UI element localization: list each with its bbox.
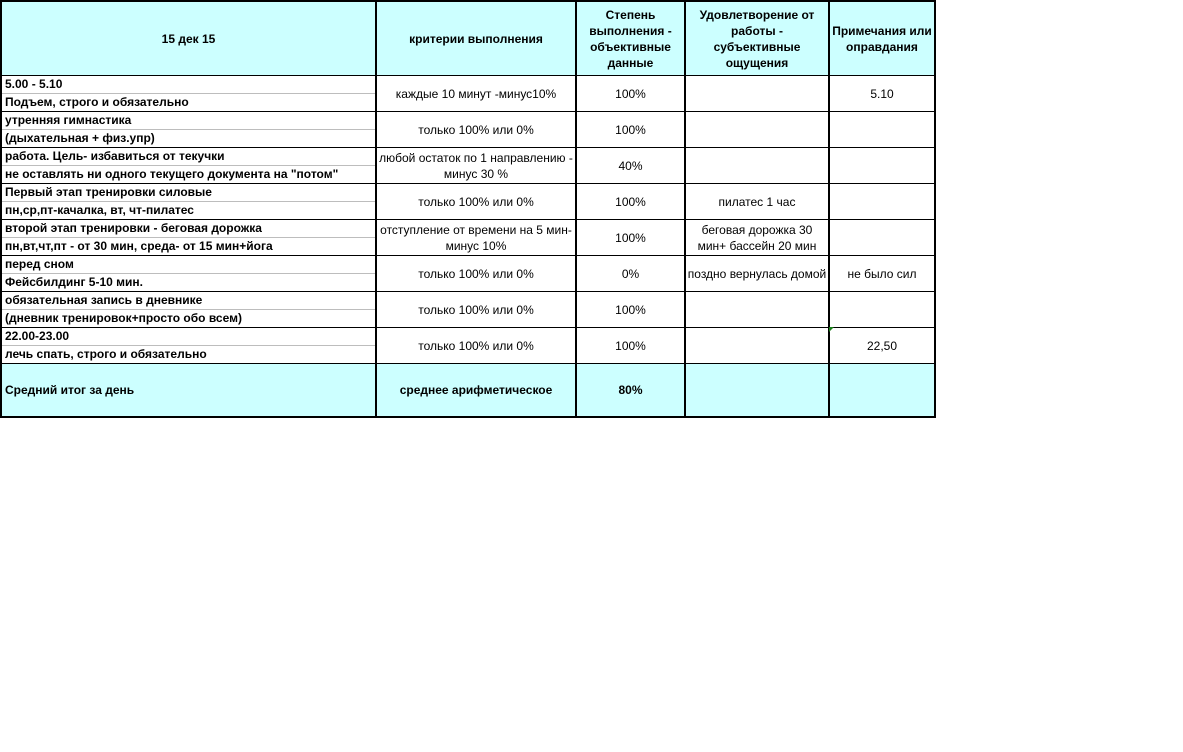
- table-row: [1, 112, 935, 148]
- table-row: [1, 148, 935, 184]
- task-cell[interactable]: [1, 220, 376, 256]
- degree-cell[interactable]: 0%: [576, 256, 685, 292]
- criteria-cell[interactable]: только 100% или 0%: [376, 328, 576, 364]
- notes-cell[interactable]: [829, 148, 935, 184]
- header-criteria: критерии выполнения: [409, 31, 543, 46]
- task-cell[interactable]: [1, 184, 376, 220]
- task-title: обязательная запись в дневнике: [2, 292, 375, 310]
- criteria-cell[interactable]: только 100% или 0%: [376, 184, 576, 220]
- task-title: 22.00-23.00: [2, 328, 375, 346]
- header-criteria-cell[interactable]: [376, 1, 576, 76]
- header-notes-cell[interactable]: [829, 1, 935, 76]
- task-detail: не оставлять ни одного текущего документа на "потом": [5, 167, 339, 181]
- daily-plan-table: [0, 0, 936, 418]
- task-cell[interactable]: [1, 292, 376, 328]
- header-notes: Примечания или оправдания: [832, 23, 932, 54]
- summary-notes-cell[interactable]: [829, 364, 935, 418]
- task-title: утренняя гимнастика: [2, 112, 375, 130]
- summary-label-cell[interactable]: Средний итог за день: [1, 364, 376, 418]
- notes-cell[interactable]: [829, 292, 935, 328]
- task-title: 5.00 - 5.10: [2, 76, 375, 94]
- degree-cell[interactable]: 100%: [576, 184, 685, 220]
- degree-cell[interactable]: 100%: [576, 220, 685, 256]
- task-detail: (дневник тренировок+просто обо всем): [5, 311, 242, 325]
- task-title: Первый этап тренировки силовые: [2, 184, 375, 202]
- header-date-cell[interactable]: [1, 1, 376, 76]
- notes-cell[interactable]: [829, 112, 935, 148]
- notes-cell[interactable]: [829, 220, 935, 256]
- notes-cell[interactable]: 22,50: [829, 328, 935, 364]
- summary-criteria-cell[interactable]: среднее арифметическое: [376, 364, 576, 418]
- task-detail: пн,вт,чт,пт - от 30 мин, среда- от 15 мин+йога: [5, 239, 273, 253]
- header-satisfaction-cell[interactable]: [685, 1, 829, 76]
- task-detail: Подъем, строго и обязательно: [5, 95, 189, 109]
- task-detail: Фейсбилдинг 5-10 мин.: [5, 275, 143, 289]
- task-title: второй этап тренировки - беговая дорожка: [2, 220, 375, 238]
- satisfaction-cell[interactable]: беговая дорожка 30 мин+ бассейн 20 мин: [685, 220, 829, 256]
- task-title: работа. Цель- избавиться от текучки: [2, 148, 375, 166]
- header-satisfaction: Удовлетворение от работы - субъективные ощущения: [699, 7, 815, 70]
- header-date: 15 дек 15: [161, 31, 216, 46]
- criteria-cell[interactable]: только 100% или 0%: [376, 292, 576, 328]
- table-row: [1, 292, 935, 328]
- task-cell[interactable]: [1, 256, 376, 292]
- task-cell[interactable]: [1, 148, 376, 184]
- satisfaction-cell[interactable]: пилатес 1 час: [685, 184, 829, 220]
- task-cell[interactable]: [1, 328, 376, 364]
- notes-cell[interactable]: не было сил: [829, 256, 935, 292]
- degree-cell[interactable]: 100%: [576, 76, 685, 112]
- table-row: [1, 256, 935, 292]
- task-detail: лечь спать, строго и обязательно: [5, 347, 207, 361]
- degree-cell[interactable]: 100%: [576, 292, 685, 328]
- header-row: [1, 1, 935, 76]
- satisfaction-cell[interactable]: [685, 112, 829, 148]
- satisfaction-cell[interactable]: поздно вернулась домой: [685, 256, 829, 292]
- table-row: [1, 184, 935, 220]
- degree-cell[interactable]: 100%: [576, 112, 685, 148]
- summary-satisfaction-cell[interactable]: [685, 364, 829, 418]
- header-degree: Степень выполнения - объективные данные: [589, 7, 672, 70]
- notes-cell[interactable]: [829, 184, 935, 220]
- task-detail: пн,ср,пт-качалка, вт, чт-пилатес: [5, 203, 194, 217]
- criteria-cell[interactable]: только 100% или 0%: [376, 256, 576, 292]
- comment-indicator-icon[interactable]: [829, 327, 834, 332]
- task-cell[interactable]: [1, 76, 376, 112]
- degree-cell[interactable]: 100%: [576, 328, 685, 364]
- criteria-cell[interactable]: каждые 10 минут -минус10%: [376, 76, 576, 112]
- satisfaction-cell[interactable]: [685, 328, 829, 364]
- table-row: [1, 328, 935, 364]
- summary-degree-cell[interactable]: 80%: [576, 364, 685, 418]
- degree-cell[interactable]: 40%: [576, 148, 685, 184]
- summary-row: [1, 364, 935, 418]
- criteria-cell[interactable]: отступление от времени на 5 мин- минус 10%: [376, 220, 576, 256]
- criteria-cell[interactable]: любой остаток по 1 направлению - минус 30 %: [376, 148, 576, 184]
- criteria-cell[interactable]: только 100% или 0%: [376, 112, 576, 148]
- table-row: [1, 76, 935, 112]
- header-degree-cell[interactable]: [576, 1, 685, 76]
- satisfaction-cell[interactable]: [685, 292, 829, 328]
- task-cell[interactable]: [1, 112, 376, 148]
- table-row: [1, 220, 935, 256]
- satisfaction-cell[interactable]: [685, 76, 829, 112]
- notes-cell[interactable]: 5.10: [829, 76, 935, 112]
- task-title: перед сном: [2, 256, 375, 274]
- satisfaction-cell[interactable]: [685, 148, 829, 184]
- task-detail: (дыхательная + физ.упр): [5, 131, 155, 145]
